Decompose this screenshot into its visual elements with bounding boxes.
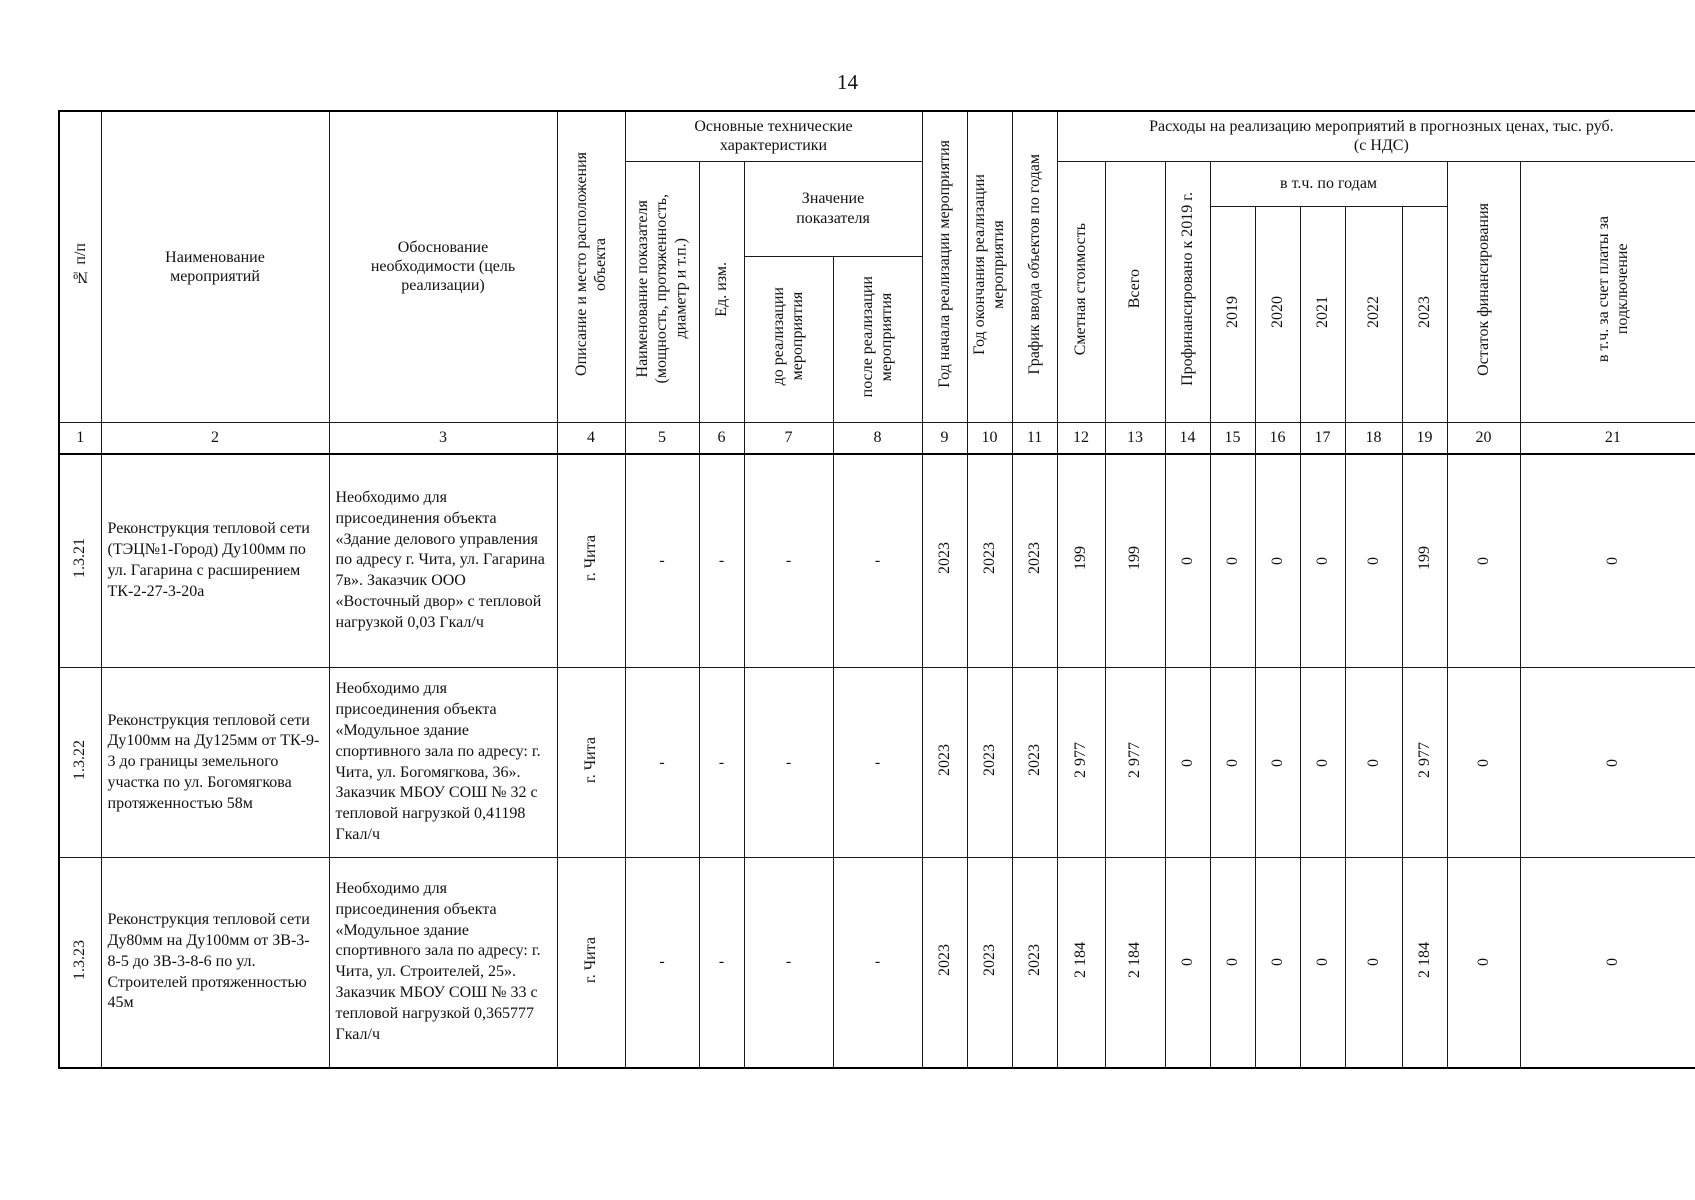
row-unit: - (699, 858, 744, 1068)
row-estimated-cost: 2 184 (1057, 858, 1105, 1068)
column-number: 8 (833, 422, 922, 454)
row-y2023: 2 184 (1402, 858, 1447, 1068)
row-y2023: 199 (1402, 454, 1447, 668)
header-num: № п/п (59, 111, 101, 422)
header-years-group: в т.ч. по годам (1210, 161, 1447, 206)
header-year-end: Год окончания реализации мероприятия (967, 111, 1012, 422)
column-number: 19 (1402, 422, 1447, 454)
row-connection-fee: 0 (1520, 858, 1695, 1068)
header-total: Всего (1105, 161, 1165, 422)
row-location: г. Чита (557, 668, 625, 858)
page-number: 14 (837, 70, 858, 94)
column-number: 11 (1012, 422, 1057, 454)
column-number: 7 (744, 422, 833, 454)
column-number: 21 (1520, 422, 1695, 454)
row-financed-2019: 0 (1165, 454, 1210, 668)
row-y2020: 0 (1255, 858, 1300, 1068)
row-y2021: 0 (1300, 668, 1345, 858)
header-unit: Ед. изм. (699, 161, 744, 422)
row-connection-fee: 0 (1520, 668, 1695, 858)
row-num: 1.3.22 (59, 668, 101, 858)
row-total: 2 184 (1105, 858, 1165, 1068)
header-financed-2019: Профинансировано к 2019 г. (1165, 161, 1210, 422)
header-indicator: Наименование показателя (мощность, протяженность, диаметр и т.п.) (625, 161, 699, 422)
header-year-2021: 2021 (1300, 206, 1345, 422)
row-indicator: - (625, 454, 699, 668)
column-number: 13 (1105, 422, 1165, 454)
column-number: 2 (101, 422, 329, 454)
row-total: 2 977 (1105, 668, 1165, 858)
row-schedule: 2023 (1012, 858, 1057, 1068)
row-estimated-cost: 2 977 (1057, 668, 1105, 858)
row-before: - (744, 668, 833, 858)
row-y2022: 0 (1345, 858, 1402, 1068)
header-after: после реализации мероприятия (833, 256, 922, 422)
row-year-start: 2023 (922, 454, 967, 668)
row-connection-fee: 0 (1520, 454, 1695, 668)
row-unit: - (699, 668, 744, 858)
row-year-start: 2023 (922, 668, 967, 858)
header-estimated-cost: Сметная стоимость (1057, 161, 1105, 422)
row-name: Реконструкция тепловой сети Ду100мм на Ду125мм от ТК-9-3 до границы земельного участка по ул. Богомягкова протяженностью 58м (101, 668, 329, 858)
row-y2019: 0 (1210, 454, 1255, 668)
row-y2023: 2 977 (1402, 668, 1447, 858)
header-year-2019: 2019 (1210, 206, 1255, 422)
row-year-end: 2023 (967, 858, 1012, 1068)
column-number: 10 (967, 422, 1012, 454)
column-number: 5 (625, 422, 699, 454)
header-year-2022: 2022 (1345, 206, 1402, 422)
row-y2019: 0 (1210, 858, 1255, 1068)
table-header (59, 111, 1695, 454)
row-y2022: 0 (1345, 668, 1402, 858)
table-row (59, 858, 1695, 1068)
row-year-end: 2023 (967, 668, 1012, 858)
header-schedule: График ввода объектов по годам (1012, 111, 1057, 422)
header-year-2023: 2023 (1402, 206, 1447, 422)
header-name: Наименование мероприятий (101, 111, 329, 422)
column-number: 14 (1165, 422, 1210, 454)
header-year-start: Год начала реализации мероприятия (922, 111, 967, 422)
row-location: г. Чита (557, 858, 625, 1068)
row-justification: Необходимо для присоединения объекта «Модульное здание спортивного зала по адресу: г. Чита, ул. Богомягкова, 36». Заказчик МБОУ СОШ № 32 с тепловой нагрузкой 0,41198 Гкал/ч (329, 668, 557, 858)
table-row (59, 668, 1695, 858)
row-remaining: 0 (1447, 858, 1520, 1068)
row-y2020: 0 (1255, 454, 1300, 668)
column-numbers-row (59, 422, 1695, 454)
row-y2021: 0 (1300, 858, 1345, 1068)
table-body (59, 454, 1695, 1068)
row-unit: - (699, 454, 744, 668)
column-number: 18 (1345, 422, 1402, 454)
header-justification: Обоснование необходимости (цель реализации) (329, 111, 557, 422)
row-num: 1.3.23 (59, 858, 101, 1068)
row-name: Реконструкция тепловой сети (ТЭЦ№1-Город) Ду100мм по ул. Гагарина с расширением ТК-2-27-3-20а (101, 454, 329, 668)
row-remaining: 0 (1447, 454, 1520, 668)
row-year-end: 2023 (967, 454, 1012, 668)
header-remaining: Остаток финансирования (1447, 161, 1520, 422)
table-row (59, 454, 1695, 668)
row-total: 199 (1105, 454, 1165, 668)
column-number: 16 (1255, 422, 1300, 454)
row-year-start: 2023 (922, 858, 967, 1068)
row-after: - (833, 858, 922, 1068)
header-connection-fee: в т.ч. за счет платы за подключение (1520, 161, 1695, 422)
header-value-group: Значение показателя (744, 161, 922, 256)
row-after: - (833, 454, 922, 668)
row-indicator: - (625, 858, 699, 1068)
row-y2021: 0 (1300, 454, 1345, 668)
row-justification: Необходимо для присоединения объекта «Модульное здание спортивного зала по адресу: г. Чита, ул. Строителей, 25». Заказчик МБОУ СОШ № 33 с тепловой нагрузкой 0,365777 Гкал/ч (329, 858, 557, 1068)
column-number: 20 (1447, 422, 1520, 454)
column-number: 12 (1057, 422, 1105, 454)
row-before: - (744, 858, 833, 1068)
row-y2022: 0 (1345, 454, 1402, 668)
row-before: - (744, 454, 833, 668)
column-number: 3 (329, 422, 557, 454)
row-schedule: 2023 (1012, 454, 1057, 668)
header-before: до реализации мероприятия (744, 256, 833, 422)
column-number: 4 (557, 422, 625, 454)
header-year-2020: 2020 (1255, 206, 1300, 422)
row-financed-2019: 0 (1165, 668, 1210, 858)
row-indicator: - (625, 668, 699, 858)
row-financed-2019: 0 (1165, 858, 1210, 1068)
header-tech-group: Основные технические характеристики (625, 111, 922, 161)
column-number: 17 (1300, 422, 1345, 454)
column-number: 9 (922, 422, 967, 454)
row-y2020: 0 (1255, 668, 1300, 858)
column-number: 15 (1210, 422, 1255, 454)
column-number: 1 (59, 422, 101, 454)
row-location: г. Чита (557, 454, 625, 668)
column-number: 6 (699, 422, 744, 454)
row-remaining: 0 (1447, 668, 1520, 858)
row-justification: Необходимо для присоединения объекта «Здание делового управления по адресу г. Чита, ул. Гагарина 7в». Заказчик ООО «Восточный двор» с тепловой нагрузкой 0,03 Гкал/ч (329, 454, 557, 668)
header-location: Описание и место расположения объекта (557, 111, 625, 422)
row-num: 1.3.21 (59, 454, 101, 668)
investment-table (58, 110, 1695, 1069)
row-schedule: 2023 (1012, 668, 1057, 858)
row-name: Реконструкция тепловой сети Ду80мм на Ду100мм от ЗВ-3-8-5 до ЗВ-3-8-6 по ул. Строителей протяженностью 45м (101, 858, 329, 1068)
row-y2019: 0 (1210, 668, 1255, 858)
row-after: - (833, 668, 922, 858)
row-estimated-cost: 199 (1057, 454, 1105, 668)
header-costs-group: Расходы на реализацию мероприятий в прогнозных ценах, тыс. руб. (с НДС) (1057, 111, 1695, 161)
